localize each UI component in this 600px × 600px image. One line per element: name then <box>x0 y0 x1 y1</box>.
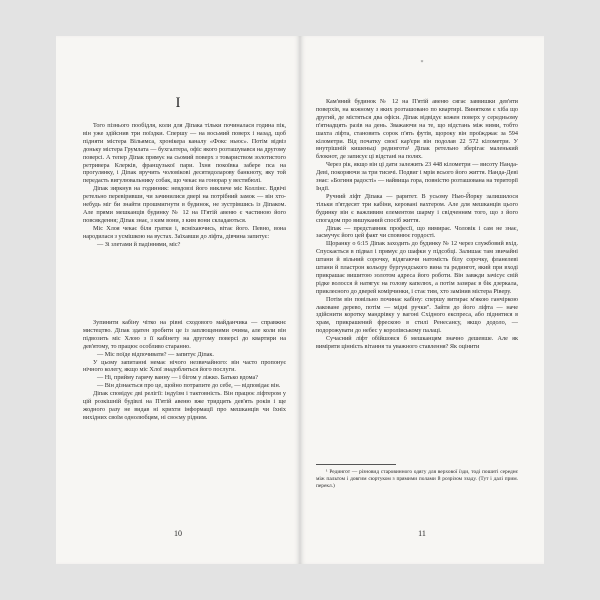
paragraph: Кам'яний будинок № 12 на П'ятій авеню сягає заввишки дев'яти поверхів, на кожному з яких розташовано по квартирі. Винятком є хіба що другий, де містяться два офіси. Діпак відвідує кожен поверх у середньому п'ятнадцять разів на день. Зважаючи на те, що відстань між ними, тобто шахта ліфта, становить сорок п'ять футів, щороку він проїжджає за 594 кілометри. Від початку своєї кар'єри він подолав 22 572 кілометри. У внутрішній кишеньці редингота¹ Діпак ретельно зберігає маленький блокнот, де записує ці відстані на полях. <box>316 98 518 161</box>
paragraph: Того пізнього пообідля, коли для Діпака тільки починалася година пік, він уже здійснив три поїздки. Спершу — на восьмий поверх і назад, щоб підняти містера Вільямса, хронікера каналу «Фокс ньюс». Потім відвіз доньку містера Грумлата — бухгалтера, офіс якого розташувався на другому поверсі. А тепер Діпак прямує на сьомий поверх з товариством золотистого ретривера Клерків, французької пари. Їхня покоївка забере пса на прогулянку, і Діпак вручить чоловікові десятидоларову банкноту, яку той передасть вигулювальнику собак, що чекає на гонорар у вестибюлі. <box>83 122 286 185</box>
paragraph: Міс Хлоя чекає біля гратки і, всміхаючись, вітає його. Певно, вона народилася з усмішкою на вустах. Заїхавши до ліфта, дівчина запитує: <box>83 224 286 240</box>
paragraph: — Він дізнається про це, щойно потрапите до себе, — відповідає він. <box>97 382 281 390</box>
page-number: 10 <box>174 529 182 538</box>
paragraph: Діпак зиркнув на годинник: невдовзі його викличе міс Коллінс. Вдвічі ретельно перевіривши, чи зачинилися двері на потрібний замок — він хто-небудь міг би знайти прошмигнути в будинок, не зустрівшись із Діпаком. Але прями мешканців будинку № 12 на П'ятій авеню є частиною його повсякдення; Діпак знає, з ким вони, з ким вони складаються. <box>83 185 286 224</box>
footnote-text: ¹ Редингот — різновид старовинного одягу для верхової їзди, тоді пошиті середнє між пальтом і довгим сюртуком з прямими полами й розрізом ззаду. (Тут і далі прим. перекл.) <box>316 469 518 489</box>
left-text-block-2 <box>83 319 286 422</box>
paragraph: Сучасний ліфт обійшовся б мешканцям значно дешевше. Але як виміряти цінність вітання та уважного ставлення? Як оцінити <box>316 335 518 351</box>
paragraph: Потім він повільно починає кабіну: спершу витирає м'якою ганчіркою лаковане дерево, потім — мідні ручки". Зайти до його ліфта — наче здійснити коротку мандрівку у вагоні Східного експреса, або піднятися в храм, прикрашений фрескою в стилі Ренесансу, якщо додоло, — подорожувати до небес у королівському палаці. <box>316 295 518 335</box>
paragraph: — Міс поїде відпочивати? — запитує Діпак. <box>97 350 214 358</box>
paragraph: — Ні, прийму гарячу ванну — і бігом у ліжко. Батько вдома? <box>97 374 258 382</box>
page-marker: * <box>420 60 424 66</box>
paragraph: Діпак — представник професії, що вимирає. Чоловік і сам не знає, засмучує його цей факт чи сповнює гордості. <box>316 224 518 240</box>
right-text-block <box>316 98 518 351</box>
paragraph: Діпак сповідує дві релігії: індуїзм і тактовність. Він працює ліфтером у цій розкішній будівлі на П'ятій авеню вже тридцять дев'ять років і ще жодного разу не видав ні крихти інформації про мешканців чи їхніх вихідних своїм однолюбцям, ні своєму рідним. <box>83 390 286 421</box>
page-number: 11 <box>418 529 426 538</box>
chapter-numeral: I <box>175 95 181 111</box>
left-page <box>56 36 300 564</box>
paragraph: — Зі злетами й падіннями, міс? <box>97 240 181 248</box>
paragraph: Через рік, якщо він ці дати залежить 23 448 кілометри — висоту Нанда-Деві, покоряючи за три тисячі. Подвиг і мрія всього його життя. Нанда-Деві знає: «Богиня радості» — найвища гора, повністю розташована на території Індії. <box>316 161 518 192</box>
left-text-block-1 <box>83 122 286 249</box>
paragraph: Зупинити кабіну чітко на рівні сходового майданчика — справжнє мистецтво. Діпак здатен зробити це із заплющеними очима, але коли він підвозить міс Хлою з її кабінету на другому поверсі до квартири на дев'ятому, то працює особливо старанно. <box>83 319 286 350</box>
paragraph: У цьому запитанні немає нічого незвичайного: він часто пропонує нічного колегу, якщо міс Хлої знадобляться його послуги. <box>83 358 286 374</box>
paragraph: Ручний ліфт Діпака — раритет. В усьому Нью-Йорку залишилося тільки п'ятдесят три кабіни, керовані вахтером. Але для мешканців цього будинку він є важливим елементом шарму і свідченням того, що з його спогадом про вишуканий спосіб життя. <box>316 192 518 224</box>
footnote-separator <box>316 464 396 465</box>
footnote <box>316 469 518 489</box>
right-page <box>300 36 544 564</box>
paragraph: Щоранку о 6:15 Діпак заходить до будинку № 12 через службовий вхід. Спускається в підвал і прямує до шафки у підсобці. Залишає там звичайні штани й вільний сорочку, відягаючи натомість білу сорочку, фланелеві штани й пластрон кольору бургундського вина та редингот, який при вході прикрашає вишитою золотом адреса його роботи. Він завжди зачісує свій рідке волосся й натягує на голову капелюх, а потім зазирає в бік дзеркала, приклеєного до дверей комірчинки, і стає тим, хто замінив містера Ріверу. <box>316 240 518 295</box>
